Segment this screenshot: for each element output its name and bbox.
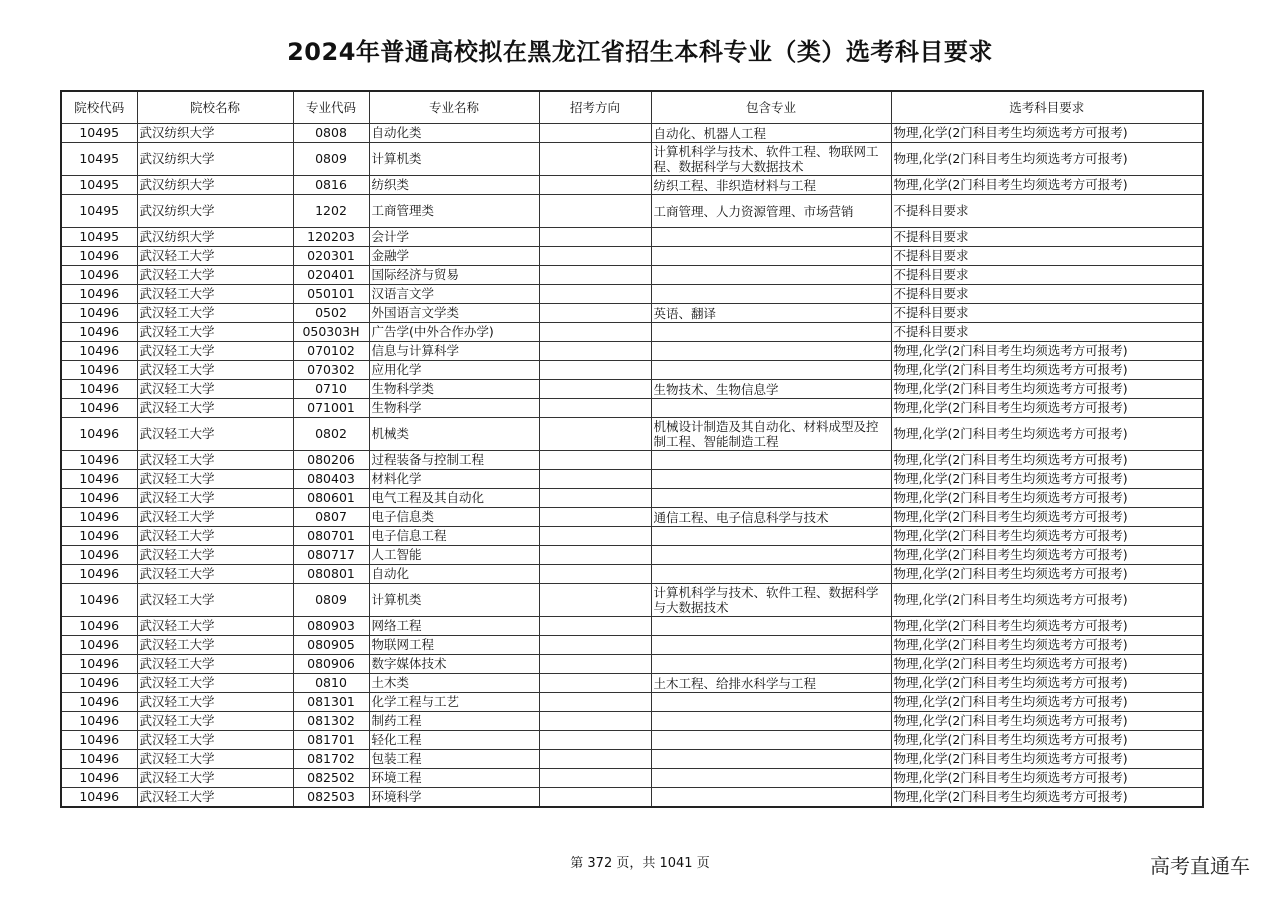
direction-cell xyxy=(539,451,651,470)
direction-cell xyxy=(539,195,651,228)
table-row xyxy=(61,489,1203,508)
page-title: 2024年普通高校拟在黑龙江省招生本科专业（类）选考科目要求 xyxy=(287,38,993,66)
major-name-cell: 广告学(中外合作办学) xyxy=(369,323,539,342)
direction-cell xyxy=(539,399,651,418)
subject-requirement-cell: 物理,化学(2门科目考生均须选考方可报考) xyxy=(891,418,1203,451)
direction-cell xyxy=(539,489,651,508)
direction-cell xyxy=(539,584,651,617)
school-name-cell: 武汉轻工大学 xyxy=(137,285,293,304)
school-code-cell: 10496 xyxy=(61,418,137,451)
subject-requirement-cell: 不提科目要求 xyxy=(891,195,1203,228)
table-row xyxy=(61,584,1203,617)
school-name-cell: 武汉纺织大学 xyxy=(137,228,293,247)
table-row xyxy=(61,285,1203,304)
school-code-cell: 10496 xyxy=(61,788,137,808)
school-name-cell: 武汉轻工大学 xyxy=(137,323,293,342)
school-name-cell: 武汉轻工大学 xyxy=(137,361,293,380)
major-code-cell: 050101 xyxy=(293,285,369,304)
major-code-cell: 0502 xyxy=(293,304,369,323)
major-code-cell: 0810 xyxy=(293,674,369,693)
included-majors-cell xyxy=(651,342,891,361)
school-name-cell: 武汉轻工大学 xyxy=(137,380,293,399)
school-name-cell: 武汉轻工大学 xyxy=(137,546,293,565)
subject-requirement-cell: 物理,化学(2门科目考生均须选考方可报考) xyxy=(891,399,1203,418)
school-name-cell: 武汉纺织大学 xyxy=(137,143,293,176)
subject-requirement-cell: 物理,化学(2门科目考生均须选考方可报考) xyxy=(891,712,1203,731)
direction-cell xyxy=(539,228,651,247)
major-name-cell: 自动化 xyxy=(369,565,539,584)
major-code-cell: 0807 xyxy=(293,508,369,527)
col-header-direction: 招考方向 xyxy=(539,91,651,124)
major-name-cell: 会计学 xyxy=(369,228,539,247)
subject-requirement-cell: 不提科目要求 xyxy=(891,285,1203,304)
school-name-cell: 武汉轻工大学 xyxy=(137,584,293,617)
table-row xyxy=(61,712,1203,731)
school-code-cell: 10496 xyxy=(61,527,137,546)
direction-cell xyxy=(539,176,651,195)
table-row xyxy=(61,228,1203,247)
subject-requirement-cell: 物理,化学(2门科目考生均须选考方可报考) xyxy=(891,565,1203,584)
table-row xyxy=(61,361,1203,380)
major-code-cell: 050303H xyxy=(293,323,369,342)
major-code-cell: 080403 xyxy=(293,470,369,489)
table-row xyxy=(61,750,1203,769)
major-code-cell: 080717 xyxy=(293,546,369,565)
major-code-cell: 070302 xyxy=(293,361,369,380)
major-code-cell: 020401 xyxy=(293,266,369,285)
school-code-cell: 10496 xyxy=(61,584,137,617)
school-name-cell: 武汉轻工大学 xyxy=(137,731,293,750)
table-row xyxy=(61,508,1203,527)
major-name-cell: 计算机类 xyxy=(369,584,539,617)
table-row xyxy=(61,636,1203,655)
school-code-cell: 10496 xyxy=(61,247,137,266)
subject-requirement-cell: 不提科目要求 xyxy=(891,323,1203,342)
subject-requirement-cell: 物理,化学(2门科目考生均须选考方可报考) xyxy=(891,636,1203,655)
direction-cell xyxy=(539,380,651,399)
major-name-cell: 网络工程 xyxy=(369,617,539,636)
major-code-cell: 0809 xyxy=(293,143,369,176)
table-row xyxy=(61,143,1203,176)
school-code-cell: 10496 xyxy=(61,731,137,750)
school-code-cell: 10496 xyxy=(61,546,137,565)
table-row xyxy=(61,546,1203,565)
included-majors-cell: 通信工程、电子信息科学与技术 xyxy=(651,508,891,527)
school-code-cell: 10495 xyxy=(61,143,137,176)
major-name-cell: 生物科学 xyxy=(369,399,539,418)
page-number: 第 372 页，共 1041 页 xyxy=(570,856,710,871)
major-code-cell: 020301 xyxy=(293,247,369,266)
table-row xyxy=(61,266,1203,285)
col-header-major-code: 专业代码 xyxy=(293,91,369,124)
school-code-cell: 10496 xyxy=(61,508,137,527)
school-code-cell: 10496 xyxy=(61,470,137,489)
school-name-cell: 武汉轻工大学 xyxy=(137,451,293,470)
school-code-cell: 10496 xyxy=(61,285,137,304)
major-code-cell: 081302 xyxy=(293,712,369,731)
direction-cell xyxy=(539,143,651,176)
major-name-cell: 机械类 xyxy=(369,418,539,451)
included-majors-cell xyxy=(651,527,891,546)
direction-cell xyxy=(539,712,651,731)
major-code-cell: 080701 xyxy=(293,527,369,546)
included-majors-cell xyxy=(651,712,891,731)
school-name-cell: 武汉轻工大学 xyxy=(137,527,293,546)
included-majors-cell xyxy=(651,470,891,489)
major-name-cell: 物联网工程 xyxy=(369,636,539,655)
major-name-cell: 外国语言文学类 xyxy=(369,304,539,323)
subject-requirement-cell: 物理,化学(2门科目考生均须选考方可报考) xyxy=(891,655,1203,674)
subject-requirement-cell: 物理,化学(2门科目考生均须选考方可报考) xyxy=(891,380,1203,399)
major-code-cell: 081701 xyxy=(293,731,369,750)
included-majors-cell xyxy=(651,693,891,712)
direction-cell xyxy=(539,527,651,546)
major-name-cell: 过程装备与控制工程 xyxy=(369,451,539,470)
included-majors-cell xyxy=(651,655,891,674)
major-name-cell: 人工智能 xyxy=(369,546,539,565)
direction-cell xyxy=(539,304,651,323)
school-name-cell: 武汉轻工大学 xyxy=(137,674,293,693)
school-name-cell: 武汉轻工大学 xyxy=(137,712,293,731)
included-majors-cell xyxy=(651,399,891,418)
included-majors-cell: 纺织工程、非织造材料与工程 xyxy=(651,176,891,195)
included-majors-cell xyxy=(651,489,891,508)
school-code-cell: 10496 xyxy=(61,674,137,693)
included-majors-cell: 计算机科学与技术、软件工程、数据科学与大数据技术 xyxy=(651,584,891,617)
school-code-cell: 10496 xyxy=(61,769,137,788)
subject-requirement-cell: 物理,化学(2门科目考生均须选考方可报考) xyxy=(891,693,1203,712)
school-name-cell: 武汉轻工大学 xyxy=(137,304,293,323)
subject-requirement-cell: 物理,化学(2门科目考生均须选考方可报考) xyxy=(891,769,1203,788)
major-code-cell: 080903 xyxy=(293,617,369,636)
col-header-major-name: 专业名称 xyxy=(369,91,539,124)
school-code-cell: 10496 xyxy=(61,380,137,399)
direction-cell xyxy=(539,617,651,636)
major-code-cell: 0809 xyxy=(293,584,369,617)
table-row xyxy=(61,470,1203,489)
major-code-cell: 081301 xyxy=(293,693,369,712)
subject-requirement-cell: 物理,化学(2门科目考生均须选考方可报考) xyxy=(891,470,1203,489)
school-code-cell: 10495 xyxy=(61,124,137,143)
school-name-cell: 武汉轻工大学 xyxy=(137,769,293,788)
major-name-cell: 生物科学类 xyxy=(369,380,539,399)
direction-cell xyxy=(539,788,651,808)
table-row xyxy=(61,788,1203,808)
table-row xyxy=(61,247,1203,266)
major-code-cell: 080601 xyxy=(293,489,369,508)
subject-requirement-cell: 物理,化学(2门科目考生均须选考方可报考) xyxy=(891,176,1203,195)
school-code-cell: 10496 xyxy=(61,323,137,342)
subject-requirement-cell: 物理,化学(2门科目考生均须选考方可报考) xyxy=(891,361,1203,380)
subject-requirement-cell: 物理,化学(2门科目考生均须选考方可报考) xyxy=(891,731,1203,750)
major-code-cell: 080906 xyxy=(293,655,369,674)
major-name-cell: 国际经济与贸易 xyxy=(369,266,539,285)
included-majors-cell xyxy=(651,546,891,565)
included-majors-cell xyxy=(651,731,891,750)
table-row xyxy=(61,731,1203,750)
major-code-cell: 0816 xyxy=(293,176,369,195)
direction-cell xyxy=(539,247,651,266)
table-row xyxy=(61,655,1203,674)
table-row xyxy=(61,304,1203,323)
major-code-cell: 0808 xyxy=(293,124,369,143)
included-majors-cell: 机械设计制造及其自动化、材料成型及控制工程、智能制造工程 xyxy=(651,418,891,451)
school-name-cell: 武汉纺织大学 xyxy=(137,195,293,228)
school-name-cell: 武汉轻工大学 xyxy=(137,418,293,451)
major-code-cell: 082503 xyxy=(293,788,369,808)
col-header-subject-requirement: 选考科目要求 xyxy=(891,91,1203,124)
direction-cell xyxy=(539,124,651,143)
school-name-cell: 武汉纺织大学 xyxy=(137,124,293,143)
major-name-cell: 应用化学 xyxy=(369,361,539,380)
major-name-cell: 自动化类 xyxy=(369,124,539,143)
direction-cell xyxy=(539,731,651,750)
requirements-table xyxy=(60,90,1204,808)
table-row xyxy=(61,565,1203,584)
school-name-cell: 武汉轻工大学 xyxy=(137,693,293,712)
included-majors-cell xyxy=(651,451,891,470)
school-name-cell: 武汉纺织大学 xyxy=(137,176,293,195)
table-row xyxy=(61,195,1203,228)
major-name-cell: 计算机类 xyxy=(369,143,539,176)
school-name-cell: 武汉轻工大学 xyxy=(137,470,293,489)
direction-cell xyxy=(539,565,651,584)
col-header-included-majors: 包含专业 xyxy=(651,91,891,124)
included-majors-cell: 工商管理、人力资源管理、市场营销 xyxy=(651,195,891,228)
direction-cell xyxy=(539,470,651,489)
included-majors-cell xyxy=(651,247,891,266)
major-name-cell: 电气工程及其自动化 xyxy=(369,489,539,508)
major-code-cell: 0710 xyxy=(293,380,369,399)
school-code-cell: 10496 xyxy=(61,712,137,731)
major-name-cell: 轻化工程 xyxy=(369,731,539,750)
direction-cell xyxy=(539,655,651,674)
school-code-cell: 10496 xyxy=(61,693,137,712)
subject-requirement-cell: 物理,化学(2门科目考生均须选考方可报考) xyxy=(891,527,1203,546)
school-name-cell: 武汉轻工大学 xyxy=(137,342,293,361)
direction-cell xyxy=(539,418,651,451)
brand-label: 高考直通车 xyxy=(1150,854,1250,878)
major-name-cell: 金融学 xyxy=(369,247,539,266)
included-majors-cell xyxy=(651,750,891,769)
major-code-cell: 070102 xyxy=(293,342,369,361)
major-name-cell: 环境工程 xyxy=(369,769,539,788)
table-row xyxy=(61,176,1203,195)
col-header-school-name: 院校名称 xyxy=(137,91,293,124)
school-code-cell: 10495 xyxy=(61,176,137,195)
direction-cell xyxy=(539,674,651,693)
major-code-cell: 120203 xyxy=(293,228,369,247)
major-name-cell: 纺织类 xyxy=(369,176,539,195)
direction-cell xyxy=(539,361,651,380)
included-majors-cell xyxy=(651,617,891,636)
major-code-cell: 081702 xyxy=(293,750,369,769)
direction-cell xyxy=(539,266,651,285)
included-majors-cell xyxy=(651,228,891,247)
major-code-cell: 080801 xyxy=(293,565,369,584)
major-name-cell: 信息与计算科学 xyxy=(369,342,539,361)
included-majors-cell xyxy=(651,361,891,380)
school-code-cell: 10496 xyxy=(61,266,137,285)
major-name-cell: 电子信息类 xyxy=(369,508,539,527)
school-name-cell: 武汉轻工大学 xyxy=(137,617,293,636)
table-row xyxy=(61,674,1203,693)
subject-requirement-cell: 物理,化学(2门科目考生均须选考方可报考) xyxy=(891,451,1203,470)
major-name-cell: 制药工程 xyxy=(369,712,539,731)
school-name-cell: 武汉轻工大学 xyxy=(137,636,293,655)
table-row xyxy=(61,399,1203,418)
school-code-cell: 10496 xyxy=(61,617,137,636)
school-code-cell: 10496 xyxy=(61,565,137,584)
subject-requirement-cell: 不提科目要求 xyxy=(891,266,1203,285)
school-name-cell: 武汉轻工大学 xyxy=(137,655,293,674)
major-name-cell: 汉语言文学 xyxy=(369,285,539,304)
school-name-cell: 武汉轻工大学 xyxy=(137,788,293,808)
major-name-cell: 环境科学 xyxy=(369,788,539,808)
major-name-cell: 材料化学 xyxy=(369,470,539,489)
direction-cell xyxy=(539,636,651,655)
subject-requirement-cell: 物理,化学(2门科目考生均须选考方可报考) xyxy=(891,489,1203,508)
included-majors-cell: 计算机科学与技术、软件工程、物联网工程、数据科学与大数据技术 xyxy=(651,143,891,176)
school-name-cell: 武汉轻工大学 xyxy=(137,750,293,769)
included-majors-cell xyxy=(651,323,891,342)
direction-cell xyxy=(539,323,651,342)
major-code-cell: 080206 xyxy=(293,451,369,470)
school-code-cell: 10496 xyxy=(61,655,137,674)
included-majors-cell xyxy=(651,565,891,584)
table-row xyxy=(61,693,1203,712)
school-name-cell: 武汉轻工大学 xyxy=(137,508,293,527)
school-code-cell: 10496 xyxy=(61,399,137,418)
table-row xyxy=(61,451,1203,470)
table-row xyxy=(61,380,1203,399)
table-header-row xyxy=(61,91,1203,124)
subject-requirement-cell: 物理,化学(2门科目考生均须选考方可报考) xyxy=(891,124,1203,143)
table-row xyxy=(61,418,1203,451)
included-majors-cell xyxy=(651,285,891,304)
major-name-cell: 工商管理类 xyxy=(369,195,539,228)
included-majors-cell xyxy=(651,266,891,285)
subject-requirement-cell: 物理,化学(2门科目考生均须选考方可报考) xyxy=(891,342,1203,361)
school-code-cell: 10495 xyxy=(61,195,137,228)
school-code-cell: 10495 xyxy=(61,228,137,247)
school-code-cell: 10496 xyxy=(61,361,137,380)
table-row xyxy=(61,342,1203,361)
school-code-cell: 10496 xyxy=(61,489,137,508)
major-code-cell: 080905 xyxy=(293,636,369,655)
subject-requirement-cell: 物理,化学(2门科目考生均须选考方可报考) xyxy=(891,508,1203,527)
col-header-school-code: 院校代码 xyxy=(61,91,137,124)
included-majors-cell: 土木工程、给排水科学与工程 xyxy=(651,674,891,693)
subject-requirement-cell: 物理,化学(2门科目考生均须选考方可报考) xyxy=(891,674,1203,693)
major-name-cell: 化学工程与工艺 xyxy=(369,693,539,712)
included-majors-cell xyxy=(651,636,891,655)
included-majors-cell: 英语、翻译 xyxy=(651,304,891,323)
direction-cell xyxy=(539,750,651,769)
subject-requirement-cell: 物理,化学(2门科目考生均须选考方可报考) xyxy=(891,546,1203,565)
major-name-cell: 包装工程 xyxy=(369,750,539,769)
major-code-cell: 1202 xyxy=(293,195,369,228)
included-majors-cell xyxy=(651,769,891,788)
direction-cell xyxy=(539,769,651,788)
major-code-cell: 082502 xyxy=(293,769,369,788)
major-code-cell: 071001 xyxy=(293,399,369,418)
major-name-cell: 数字媒体技术 xyxy=(369,655,539,674)
subject-requirement-cell: 不提科目要求 xyxy=(891,247,1203,266)
subject-requirement-cell: 不提科目要求 xyxy=(891,304,1203,323)
subject-requirement-cell: 不提科目要求 xyxy=(891,228,1203,247)
school-name-cell: 武汉轻工大学 xyxy=(137,266,293,285)
major-code-cell: 0802 xyxy=(293,418,369,451)
included-majors-cell: 自动化、机器人工程 xyxy=(651,124,891,143)
subject-requirement-cell: 物理,化学(2门科目考生均须选考方可报考) xyxy=(891,617,1203,636)
table-row xyxy=(61,527,1203,546)
included-majors-cell xyxy=(651,788,891,808)
subject-requirement-cell: 物理,化学(2门科目考生均须选考方可报考) xyxy=(891,788,1203,808)
school-name-cell: 武汉轻工大学 xyxy=(137,399,293,418)
school-code-cell: 10496 xyxy=(61,304,137,323)
subject-requirement-cell: 物理,化学(2门科目考生均须选考方可报考) xyxy=(891,584,1203,617)
table-row xyxy=(61,769,1203,788)
included-majors-cell: 生物技术、生物信息学 xyxy=(651,380,891,399)
subject-requirement-cell: 物理,化学(2门科目考生均须选考方可报考) xyxy=(891,143,1203,176)
table-body xyxy=(61,124,1203,808)
direction-cell xyxy=(539,342,651,361)
school-code-cell: 10496 xyxy=(61,636,137,655)
school-code-cell: 10496 xyxy=(61,342,137,361)
direction-cell xyxy=(539,285,651,304)
table-row xyxy=(61,124,1203,143)
school-name-cell: 武汉轻工大学 xyxy=(137,247,293,266)
school-code-cell: 10496 xyxy=(61,750,137,769)
school-name-cell: 武汉轻工大学 xyxy=(137,489,293,508)
subject-requirement-cell: 物理,化学(2门科目考生均须选考方可报考) xyxy=(891,750,1203,769)
major-name-cell: 土木类 xyxy=(369,674,539,693)
direction-cell xyxy=(539,508,651,527)
school-name-cell: 武汉轻工大学 xyxy=(137,565,293,584)
direction-cell xyxy=(539,546,651,565)
school-code-cell: 10496 xyxy=(61,451,137,470)
table-row xyxy=(61,323,1203,342)
direction-cell xyxy=(539,693,651,712)
table-row xyxy=(61,617,1203,636)
major-name-cell: 电子信息工程 xyxy=(369,527,539,546)
